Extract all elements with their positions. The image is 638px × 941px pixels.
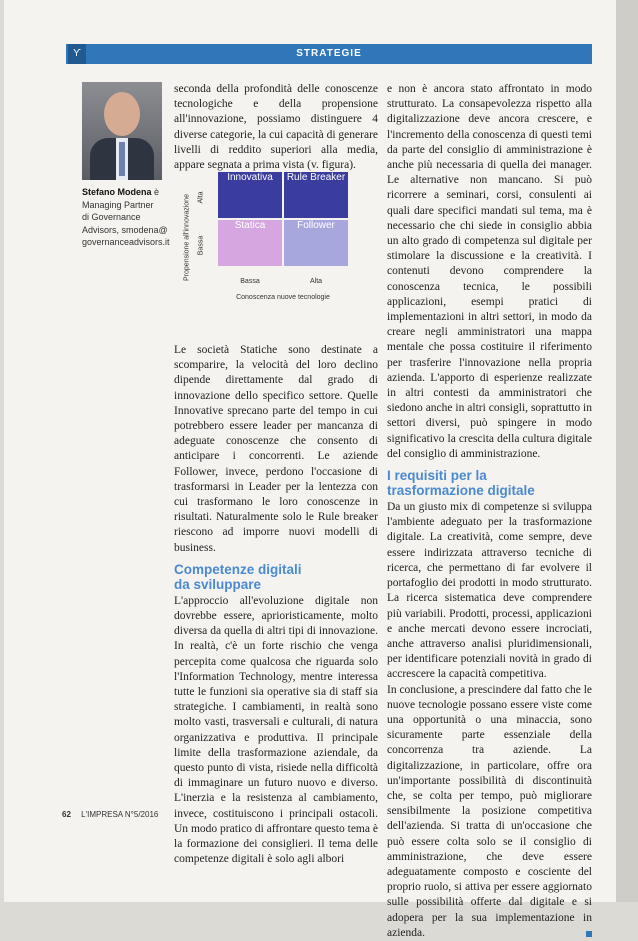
quadrant-label: Rule Breaker [286, 172, 346, 183]
author-role-3: Advisors, smodena@ [82, 224, 168, 235]
author-role-4: governanceadvisors.it [82, 237, 170, 247]
innovation-matrix-figure [184, 168, 378, 332]
section-banner [66, 44, 592, 64]
author-name: Stefano Modena [82, 187, 152, 197]
paragraph: Da un giusto mix di competenze si sviluppa l'ambiente adeguato per la trasformazione digitale. La creatività, come sempre, deve essere indirizzata attraverso tecniche di ricerca, che permettano di far evolvere il portafoglio dei prodotti in modo strutturato. La ricerca sistematica deve comprendere più variabili. Prodotti, processi, applicazioni e anche mercati devono essere incrociati, anche attraverso analisi pluridimensionali, per identificare potenziali novità in grado di accrescere la capacità competitiva. [387, 501, 592, 681]
page-edge [616, 0, 638, 902]
paragraph: e non è ancora stato affrontato in modo strutturato. La consapevolezza rispetto alla digitalizzazione deve ancora crescere, e l'incremento della conoscenza di questi temi da parte del consiglio di amministrazione è anche più necessaria di quella dei manager. Le alternative non mancano. Si può ricorrere a seminari, corsi, consulenti ai quali dare specifici mandati sul tema, ma è necessario che chi siede in consiglio abbia un alto grado di competenza sul digitale per stimolare la discussione e la creatività. I contenuti devono comprendere la conoscenza tecnica, le possibili applicazioni, esempi pratici di implementazioni in altri settori, in modo da creare negli amministratori una mappa mentale che possa costituire il riferimento per trasferire l'innovazione nella propria azienda. L'apporto di esperienze realizzate in altri contesti da amministratori che siedono anche in altri consigli, soprattutto in settori diversi, può spingere in modo significativo la crescita della cultura digitale del consiglio di amministrazione. [387, 83, 592, 460]
x-label-low: Bassa [240, 278, 260, 285]
y-label-high: Alta [197, 191, 205, 204]
quadrant-label: Statica [234, 220, 266, 231]
quadrant-label: Innovativa [227, 172, 273, 183]
magazine-logo-icon: ϒ [68, 44, 86, 64]
page-footer [62, 810, 158, 819]
quadrant-label: Follower [297, 220, 335, 231]
y-label-low: Bassa [197, 235, 205, 256]
quadrant-statica [218, 220, 282, 266]
author-intro: è [154, 187, 160, 197]
quadrant-innovativa [218, 172, 282, 218]
y-axis-title: Propensione all'innovazione [183, 194, 191, 281]
author-photo [82, 82, 162, 180]
magazine-issue: L'IMPRESA N°5/2016 [81, 810, 159, 819]
paragraph: seconda della profondità delle conoscenze tecnologiche e della propensione all'innovazione, possiamo distinguere 4 diverse categorie, la cui capacità di generare livelli di reddito superiori alla media, appare segnata a prima vista (v. figura). [174, 83, 379, 172]
author-role-2: di Governance [82, 212, 141, 222]
heading-competenze-digitali: Competenze digitali da sviluppare [174, 561, 302, 592]
author-role-1: Managing Partner [82, 199, 154, 210]
heading-requisiti: I requisiti per la trasformazione digitale [387, 468, 535, 499]
quadrant-rule-breaker [284, 172, 348, 218]
end-mark-icon [586, 931, 592, 937]
column-1-bottom [174, 343, 378, 868]
x-axis-title: Conoscenza nuove tecnologie [236, 294, 330, 301]
column-2 [387, 82, 592, 941]
paragraph: L'approccio all'evoluzione digitale non dovrebbe essere, aprioristicamente, molto diversa da quella di altri tipi di innovazione. In realtà, c'è un forte rischio che venga percepita come qualcosa che riguarda solo l'Information Technology, mentre interessa tutte le funzioni sia operative sia di staff sia strategiche. I cambiamenti, in realtà sono molto vasti, trasversali e culturali, di natura organizzativa e produttiva. Il principale limite della trasformazione aziendale, da questo punto di vista, risiede nella difficoltà di immaginare un futuro nuovo e diverso. L'inerzia e la resistenza al cambiamento, invece, costituiscono i principali ostacoli. Un modo pratico di affrontare questo tema è la formazione dei consiglieri. Il tema delle competenze digitali è solo agli albori [174, 594, 378, 866]
quadrant-follower [284, 220, 348, 266]
author-bio [82, 186, 170, 249]
paragraph: Le società Statiche sono destinate a scomparire, la velocità del loro declino dipende direttamente dal grado di innovazione dello specifico settore. Quelle Innovative sprecano parte del tempo in cui potrebbero essere leader per mancanza di adeguate conoscenze che consento di anticipare i concorrenti. Le aziende Follower, invece, perdono l'occasione di trasformarsi in Leader per la lentezza con cui trasformano le loro conoscenze in risultati. Naturalmente solo le Rule breaker riescono ad imporre nuovi modelli di business. [174, 344, 378, 554]
page-number: 62 [62, 810, 71, 819]
paragraph-conclusion: In conclusione, a prescindere dal fatto che le nuove tecnologie possano essere viste come una opportunità o una minaccia, sono sicuramente parte essenziale della concorrenza tra aziende. La digitalizzazione, in particolare, offre ora un'importante possibilità di discontinuità che, se colta per tempo, può migliorare sensibilmente la posizione competitiva dell'azienda. Si tratta di un'occasione che può essere colta solo se il consiglio di amministrazione, che deve essere adeguatamente composto e cosciente del proprio ruolo, si attiva per essere aggiornato sulle possibilità offerte dal digitale e si adopera per la sua implementazione in azienda. [387, 683, 592, 939]
section-title: STRATEGIE [296, 48, 362, 59]
x-label-high: Alta [309, 278, 323, 285]
column-1-top [174, 82, 378, 173]
